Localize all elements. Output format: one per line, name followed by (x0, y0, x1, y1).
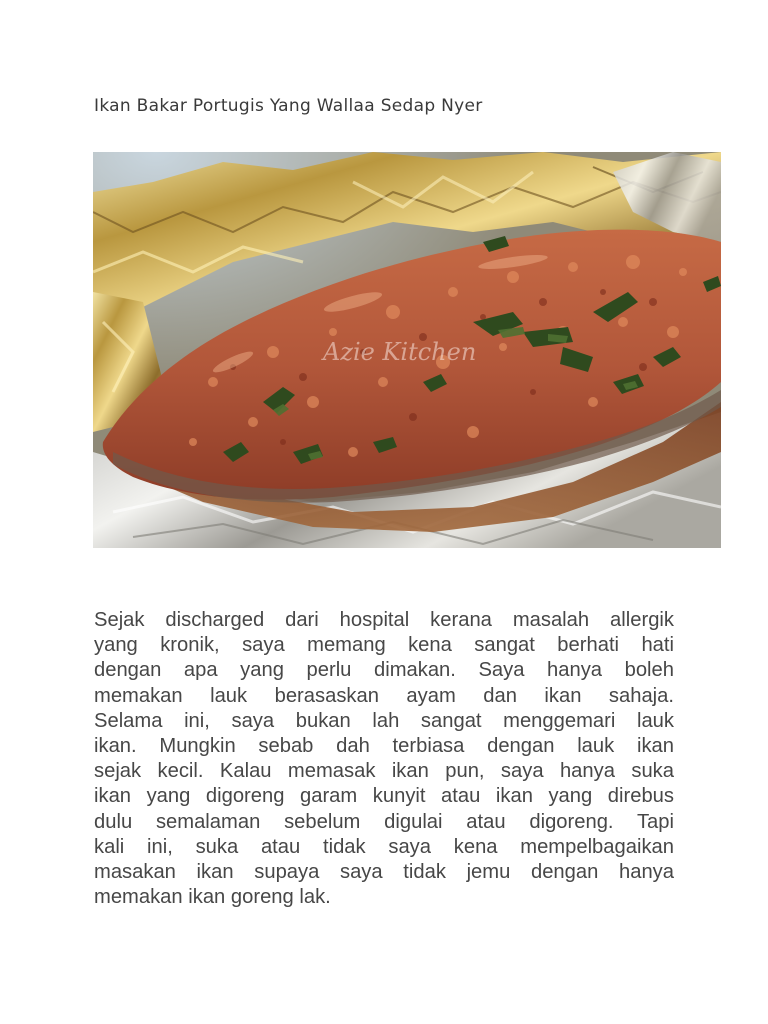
fish-photo (93, 152, 721, 548)
paragraph-line: ikan yang digoreng garam kunyit atau ikan yang direbus (94, 785, 674, 808)
paragraph-line: Selama ini, saya bukan lah sangat menggemari lauk (94, 709, 674, 732)
paragraph-line: yang kronik, saya memang kena sangat berhati hati (94, 634, 674, 657)
paragraph-line: Sejak discharged dari hospital kerana masalah allergik (94, 609, 674, 631)
paragraph-line: sejak kecil. Kalau memasak ikan pun, saya hanya suka (94, 760, 674, 783)
paragraph-line: kali ini, suka atau tidak saya kena mempelbagaikan (94, 835, 674, 858)
paragraph-line: ikan. Mungkin sebab dah terbiasa dengan lauk ikan (94, 735, 674, 758)
paragraph-line: dengan apa yang perlu dimakan. Saya hanya boleh (94, 659, 674, 682)
paragraph-line: dulu semalaman sebelum digulai atau digoreng. Tapi (94, 810, 674, 833)
paragraph-line: memakan lauk berasaskan ayam dan ikan sahaja. (94, 684, 674, 707)
article-paragraph (94, 608, 674, 910)
paragraph-line: memakan ikan goreng lak. (94, 886, 331, 909)
paragraph-line: masakan ikan supaya saya tidak jemu dengan hanya (94, 861, 674, 884)
article-title: Ikan Bakar Portugis Yang Wallaa Sedap Nyer (94, 96, 483, 116)
fish-photo-illustration (93, 152, 721, 548)
photo-watermark: Azie Kitchen (323, 338, 477, 366)
